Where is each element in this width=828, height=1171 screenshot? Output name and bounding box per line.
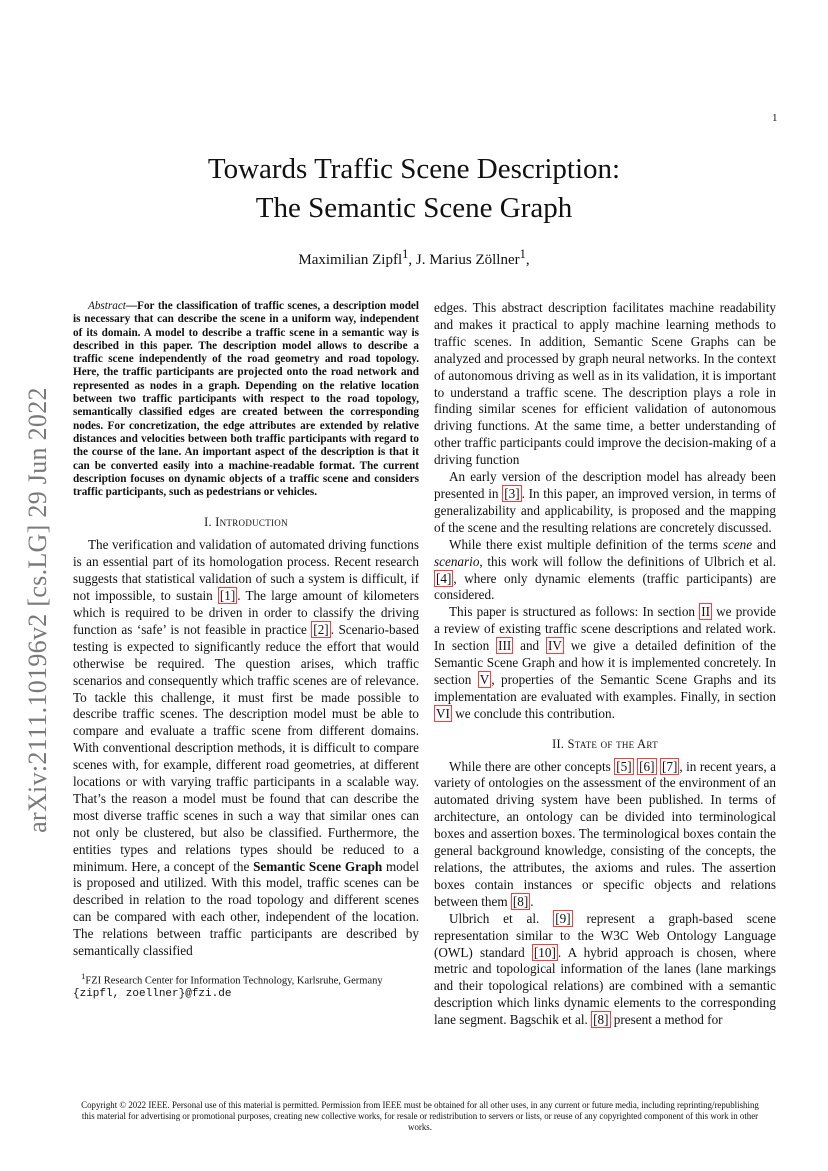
- text-span: , this work will follow the definitions of Ulbrich et al.: [479, 553, 776, 569]
- citation-link[interactable]: [8]: [593, 1012, 609, 1028]
- copyright-notice: Copyright © 2022 IEEE. Personal use of this material is permitted. Permission from IEEE must be obtained for all other uses, in any current or future media, including reprinting/republishing this material for advertising or promotional purposes, creating new collective works, for resale or redistribution to servers or lists, or reuse of any copyrighted component of this work in other works.: [81, 1100, 759, 1133]
- section-link[interactable]: II: [701, 604, 710, 620]
- author-list: [0, 247, 828, 269]
- section-link[interactable]: V: [479, 671, 490, 687]
- text-span: and: [513, 638, 547, 654]
- text-span: An early version of the description model has already been presented in: [434, 469, 776, 501]
- intro-paragraph: [73, 537, 419, 960]
- text-span: While there exist multiple definition of the terms: [449, 536, 723, 552]
- paper-title: [0, 150, 828, 228]
- left-column: [73, 300, 419, 1001]
- footnote-email[interactable]: {zipfl, zoellner}@fzi.de: [73, 988, 232, 1001]
- author-1-affiliation: 1: [402, 247, 409, 261]
- right-column: [434, 300, 776, 1029]
- text-span: . A hybrid approach is chosen, where metric and topological information of the lanes (lane markings and their topological relations) are combined with a semantic description which links dynamic elements to the corresponding lane segment. Bagschik et al.: [434, 944, 776, 1028]
- text-span: , where only dynamic elements (traffic participants) are considered.: [434, 570, 776, 603]
- term-scene: scene: [722, 536, 753, 552]
- text-span: .: [530, 893, 534, 909]
- abstract: [73, 300, 419, 499]
- author-separator: ,: [408, 252, 416, 268]
- intro-text-b: . The large amount of kilometers which is required to be driven in order to classify the driving function as ‘safe’ is not feasible in practice: [73, 588, 420, 637]
- citation-link[interactable]: [2]: [313, 621, 329, 637]
- citation-link[interactable]: [9]: [555, 910, 571, 926]
- abstract-label: Abstract: [88, 300, 126, 312]
- citation-link[interactable]: [10]: [533, 944, 556, 960]
- footnote-affiliation: [73, 970, 419, 1001]
- citation-link[interactable]: [3]: [504, 485, 520, 501]
- text-span: and: [752, 536, 777, 552]
- paragraph-ulbrich: [434, 911, 776, 1029]
- citation-link[interactable]: [5]: [616, 758, 632, 774]
- text-span: we give a detailed definition of the Semantic Scene Graph and how it is implemented concretely. In section: [434, 638, 776, 687]
- footnote-text: FZI Research Center for Information Technology, Karlsruhe, Germany: [85, 975, 383, 987]
- text-span: This paper is structured as follows: In section: [449, 604, 700, 620]
- paragraph-early-version: [434, 469, 776, 537]
- paragraph-definitions: [434, 537, 776, 605]
- footnote-mark: 1: [81, 971, 86, 982]
- intro-text-a: The verification and validation of automated driving functions is an essential part of its homologation process. Recent research suggests that statistical validation of such a system is difficult, if not impossible, to sustain: [73, 537, 419, 604]
- text-span: we provide a review of existing traffic scene descriptions and related work. In section: [434, 604, 776, 654]
- section-heading-state-of-the-art: II. State of the Art: [552, 736, 658, 751]
- text-span: While there are other concepts: [449, 758, 615, 774]
- citation-link[interactable]: [7]: [661, 758, 678, 774]
- citation-link[interactable]: [6]: [639, 758, 655, 774]
- paragraph-structure: [434, 604, 776, 722]
- text-span: , in recent years, a variety of ontologies on the assessment of the environment of an automated driving system have been published. In terms of architecture, an ontology can be divided into terminological boxes and assertion boxes. The terminological boxes contain the general background knowledge, consisting of the concepts, the relations, the attributes, the axioms and rules. The assertion boxes contain instances or specific objects and relations between them: [434, 758, 776, 909]
- text-span: , properties of the Semantic Scene Graphs and its implementation are evaluated with examples. Finally, in section: [434, 671, 776, 704]
- author-tail: ,: [525, 252, 530, 268]
- abstract-text: —For the classification of traffic scenes, a description model is necessary that can describe the scene in a uniform way, independent of its domain. A model to describe a traffic scene in a semantic way is described in this paper. The description model allows to describe a traffic scene independently of the road geometry and road topology. Here, the traffic participants are projected onto the road network and represented as nodes in a graph. Depending on the relative location between two traffic participants with respect to the road topology, semantically classified edges are created between the corresponding nodes. For concretization, the edge attributes are extended by relative distances and velocities between both traffic participants with regard to the course of the lane. An important aspect of the description is that it can be converted easily into a machine-readable format. The current description focuses on dynamic objects of a traffic scene and considers traffic participants, such as pedestrians or vehicles.: [73, 300, 419, 499]
- section-link[interactable]: III: [498, 638, 512, 654]
- text-span: represent a graph-based scene representation similar to the W3C Web Ontology Language (OWL) standard: [434, 910, 776, 960]
- text-span: we conclude this contribution.: [451, 705, 615, 721]
- page-number: 1: [772, 112, 778, 124]
- paragraph-continuation: edges. This abstract description facilitates machine readability and makes it practical to apply machine learning methods to traffic scenes. In addition, Semantic Scene Graphs can be analyzed and processed by graph neural networks. In the context of autonomous driving as well as in its validation, it is important to understand a traffic scene. The description plays a role in finding similar scenes for efficient validation of autonomous driving functions. At the same time, a better understanding of other traffic participants could improve the decision-making of a driving function: [434, 300, 776, 468]
- section-link[interactable]: IV: [548, 638, 562, 654]
- arxiv-sidebar-id: arXiv:2111.10196v2 [cs.LG] 29 Jun 2022: [23, 387, 52, 833]
- citation-link[interactable]: [4]: [436, 570, 452, 586]
- author-2: J. Marius Zöllner: [415, 252, 520, 268]
- text-span: Ulbrich et al.: [449, 910, 554, 926]
- title-line-1: Towards Traffic Scene Description:: [207, 153, 621, 185]
- citation-link[interactable]: [1]: [219, 588, 236, 604]
- text-span: . In this paper, an improved version, in terms of generalizability and applicability, is proposed and the mapping of the scene and the resulting relations are concretely discussed.: [434, 485, 776, 535]
- author-1: Maximilian Zipfl: [298, 252, 403, 268]
- intro-text-d: model is proposed and utilized. With this model, traffic scenes can be described in relation to the road topology and different scenes can be compared with each other, independent of the location. The relations between traffic participants are described by semantically classified: [73, 858, 419, 959]
- intro-text-c: . Scenario-based testing is expected to significantly reduce the effort that would otherwise be required. The question arises, which traffic scenarios and consequently which traffic scenes are of relevance. To tackle this challenge, it must first be made possible to describe traffic scenes. The description model must be able to compare and evaluate a traffic scene from different domains. With conventional description methods, it is difficult to compare scenes with, for example, different road geometries, at different locations or with varying traffic participants in a scalable way. That’s the reason a model must be found that can describe the most diverse traffic scenes in such a way that similar ones can not only be clustered, but also be classified. Furthermore, the entities types and relations types should be reduced to a minimum. Here, a concept of the: [73, 621, 419, 874]
- title-line-2: The Semantic Scene Graph: [255, 192, 573, 224]
- semantic-scene-graph-term: Semantic Scene Graph: [253, 858, 383, 874]
- section-heading-introduction: I. Introduction: [204, 515, 288, 530]
- text-span: present a method for: [610, 1012, 723, 1028]
- term-scenario: scenario: [434, 553, 480, 569]
- author-2-affiliation: 1: [519, 247, 526, 261]
- section-link[interactable]: VI: [436, 705, 450, 721]
- paragraph-ontologies: [434, 759, 776, 911]
- citation-link[interactable]: [8]: [512, 893, 529, 909]
